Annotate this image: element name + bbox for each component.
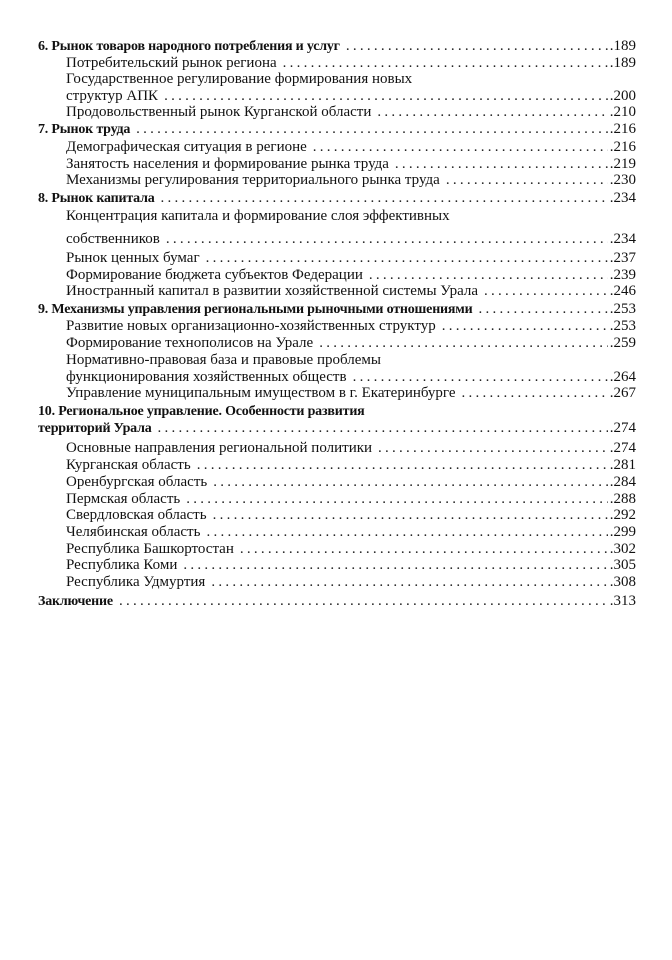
toc-title: Государственное регулирование формирования новых — [66, 71, 413, 87]
toc-title: 6. Рынок товаров народного потребления и услуг — [38, 39, 340, 54]
dot-leader — [183, 557, 607, 574]
page-number: .264 — [609, 369, 636, 385]
page-number: .305 — [609, 557, 636, 573]
toc-entry — [66, 172, 636, 189]
toc-entry — [66, 139, 636, 156]
toc-entry — [66, 352, 636, 369]
page-number: .246 — [609, 283, 636, 299]
toc-title: Управление муниципальным имуществом в г. Екатеринбурге — [66, 385, 456, 401]
toc-entry — [66, 267, 636, 284]
toc-title: Республика Удмуртия — [66, 574, 206, 590]
dot-leader — [161, 190, 608, 207]
page-number: .239 — [609, 267, 636, 283]
toc-entry — [66, 507, 636, 524]
toc-title: Демографическая ситуация в регионе — [66, 139, 307, 155]
toc-chapter — [38, 121, 636, 138]
dot-leader — [166, 231, 608, 248]
toc-chapter — [38, 301, 636, 318]
page-number: .230 — [609, 172, 636, 188]
dot-leader — [446, 172, 608, 189]
toc-title: Заключение — [38, 594, 113, 609]
toc-title: Рынок ценных бумаг — [66, 250, 200, 266]
dot-leader — [319, 335, 608, 352]
toc-title: Оренбургская область — [66, 474, 208, 490]
dot-leader — [213, 507, 608, 524]
page-number: .302 — [609, 541, 636, 557]
page-number: .234 — [609, 190, 636, 206]
toc-title: Потребительский рынок региона — [66, 55, 277, 71]
toc-title: структур АПК — [66, 88, 159, 104]
toc-title: территорий Урала — [38, 421, 152, 436]
toc-entry — [66, 491, 636, 508]
toc-chapter — [38, 420, 636, 437]
toc-title: Основные направления региональной политики — [66, 440, 373, 456]
page-number: .308 — [609, 574, 636, 590]
toc-entry — [66, 88, 636, 105]
toc-entry — [66, 335, 636, 352]
dot-leader — [283, 55, 608, 72]
toc-entry — [66, 369, 636, 386]
toc-entry — [66, 208, 636, 225]
toc-entry — [66, 385, 636, 402]
toc-title: 8. Рынок капитала — [38, 191, 155, 206]
toc-title: Концентрация капитала и формирование слоя эффективных — [66, 208, 450, 224]
toc-title: Республика Башкортостан — [66, 541, 234, 557]
toc-title: 10. Региональное управление. Особенности развития — [38, 404, 365, 419]
page-number: .189 — [609, 55, 636, 71]
page-number: .219 — [609, 156, 636, 172]
toc-title: Иностранный капитал в развитии хозяйственной системы Урала — [66, 283, 479, 299]
page-number: .274 — [609, 420, 636, 436]
toc-entry — [66, 524, 636, 541]
toc-entry — [66, 574, 636, 591]
toc-title: 9. Механизмы управления региональными рыночными отношениями — [38, 302, 473, 317]
dot-leader — [377, 104, 607, 121]
toc-title: Занятость населения и формирование рынка труда — [66, 156, 389, 172]
page-number: .210 — [609, 104, 636, 120]
dot-leader — [119, 593, 608, 610]
dot-leader — [346, 38, 608, 55]
toc-title: собственников — [66, 231, 160, 247]
toc-chapter — [38, 593, 636, 610]
dot-leader — [158, 420, 608, 437]
dot-leader — [164, 88, 608, 105]
toc-entry — [66, 55, 636, 72]
dot-leader — [442, 318, 608, 335]
page-number: .237 — [609, 250, 636, 266]
dot-leader — [197, 457, 608, 474]
toc-chapter — [38, 403, 636, 420]
toc-title: Развитие новых организационно-хозяйственных структур — [66, 318, 436, 334]
page-number: .234 — [609, 231, 636, 247]
toc-title: Формирование технополисов на Урале — [66, 335, 314, 351]
toc-title: Нормативно-правовая база и правовые проблемы — [66, 352, 381, 368]
page-number: .189 — [609, 38, 636, 54]
toc-entry — [66, 440, 636, 457]
page-number: .274 — [609, 440, 636, 456]
dot-leader — [211, 574, 607, 591]
toc-title: Курганская область — [66, 457, 191, 473]
toc-entry — [66, 283, 636, 300]
toc-entry — [66, 318, 636, 335]
page-number: .200 — [609, 88, 636, 104]
dot-leader — [462, 385, 608, 402]
dot-leader — [479, 301, 608, 318]
dot-leader — [240, 541, 608, 558]
dot-leader — [369, 267, 608, 284]
page-number: .299 — [609, 524, 636, 540]
page-number: .292 — [609, 507, 636, 523]
page-number: .281 — [609, 457, 636, 473]
toc-title: функционирования хозяйственных обществ — [66, 369, 347, 385]
toc-chapter — [38, 38, 636, 55]
toc-chapter — [38, 190, 636, 207]
toc-title: 7. Рынок труда — [38, 122, 131, 137]
toc-title: Механизмы регулирования территориального рынка труда — [66, 172, 440, 188]
toc-entry — [66, 457, 636, 474]
toc-entry — [66, 231, 636, 248]
dot-leader — [395, 156, 608, 173]
dot-leader — [378, 440, 608, 457]
page-number: .267 — [609, 385, 636, 401]
dot-leader — [206, 250, 608, 267]
toc-entry — [66, 71, 636, 88]
page-number: .253 — [609, 318, 636, 334]
toc-entry — [66, 156, 636, 173]
dot-leader — [186, 491, 608, 508]
toc-entry — [66, 250, 636, 267]
toc-title: Формирование бюджета субъектов Федерации — [66, 267, 363, 283]
toc-entry — [66, 541, 636, 558]
toc-entry — [66, 557, 636, 574]
dot-leader — [213, 474, 608, 491]
dot-leader — [206, 524, 607, 541]
page-number: .253 — [609, 301, 636, 317]
toc-title: Свердловская область — [66, 507, 207, 523]
dot-leader — [313, 139, 608, 156]
page-number: .284 — [609, 474, 636, 490]
page-number: .313 — [609, 593, 636, 609]
dot-leader — [353, 369, 608, 386]
toc-title: Республика Коми — [66, 557, 178, 573]
page-number: .259 — [609, 335, 636, 351]
dot-leader — [484, 283, 608, 300]
toc-entry — [66, 104, 636, 121]
page-number: .216 — [609, 121, 636, 137]
toc-title: Челябинская область — [66, 524, 201, 540]
page-number: .288 — [609, 491, 636, 507]
toc-title: Пермская область — [66, 491, 181, 507]
dot-leader — [136, 121, 608, 138]
toc-title: Продовольственный рынок Курганской области — [66, 104, 372, 120]
toc-entry — [66, 474, 636, 491]
page-number: .216 — [609, 139, 636, 155]
